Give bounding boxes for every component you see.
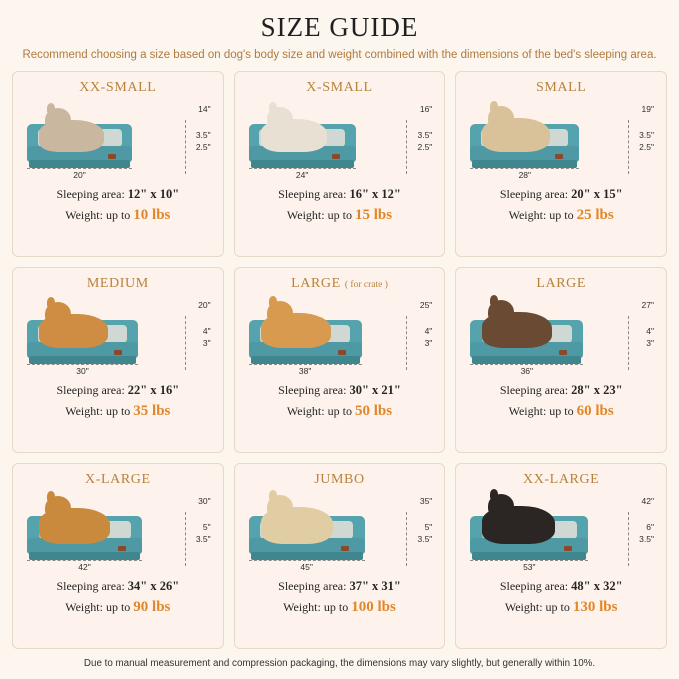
dim-width: 38" [249,364,362,376]
dog-graphic [482,118,550,152]
size-specs [56,577,179,618]
size-card [455,71,667,257]
dim-width: 24" [249,168,356,180]
weight-value: 60 lbs [576,402,614,419]
weight-row [500,400,623,423]
sleeping-area-value: 37" x 31" [349,579,401,593]
size-card [455,267,667,453]
weight-value: 100 lbs [351,598,396,615]
size-card-grid [12,71,667,649]
bed-illustration [462,490,660,574]
size-card [455,463,667,649]
dim-width: 36" [470,364,583,376]
size-specs [56,185,179,226]
dog-graphic [261,119,327,152]
dim-mid-height: 3.5" [417,130,433,140]
sleeping-area-label: Sleeping area: [278,187,347,201]
weight-value: 25 lbs [576,206,614,223]
sleeping-area-row [56,577,179,596]
dim-mid-height: 3.5" [639,130,654,140]
weight-label: Weight: [65,207,103,222]
weight-up-to: up to [327,207,352,222]
weight-value: 15 lbs [354,206,393,223]
weight-row [56,204,179,227]
size-card-title [85,472,151,488]
size-name: LARGE [291,276,341,291]
dim-low-height: 3.5" [417,534,433,544]
bed-illustration [462,98,660,182]
dim-total-height: 19" [641,104,654,114]
bed-base [29,356,136,364]
sleeping-area-label: Sleeping area: [499,579,569,593]
bed-base [472,160,577,168]
size-name: XX-SMALL [79,80,157,95]
dog-graphic [482,312,552,348]
weight-label: Weight: [504,599,543,614]
footnote: Due to manual measurement and compression packaging, the dimensions may vary slightly, but generally within 10%. [83,658,596,669]
dimension-annotations [602,300,656,362]
dim-total-height: 42" [641,496,654,506]
size-name: X-SMALL [306,80,373,95]
dog-graphic [39,508,110,544]
size-name: X-LARGE [85,472,151,487]
bed-illustration [19,490,217,574]
weight-up-to: up to [323,599,349,614]
sleeping-area-row [500,381,623,400]
bed-base [251,552,363,560]
size-card [234,267,446,453]
size-card [12,267,224,453]
dim-width: 28" [470,168,579,180]
weight-row [278,596,401,619]
dim-width: 30" [27,364,138,376]
size-name: JUMBO [314,472,365,487]
bed-logo-tag [564,546,572,551]
sleeping-area-value: 28" x 23" [571,383,623,397]
dim-width: 53" [470,560,588,572]
size-specs [500,577,623,618]
dim-total-height: 27" [641,300,654,310]
size-card-title [536,80,586,96]
weight-value: 50 lbs [354,402,393,419]
sleeping-area-value: 48" x 32" [571,579,623,593]
size-specs [500,185,623,226]
dimension-annotations [380,300,434,362]
sleeping-area-row [56,381,179,400]
sleeping-area-label: Sleeping area: [278,383,347,397]
weight-up-to: up to [549,403,574,418]
size-specs [56,381,179,422]
bed-illustration [19,98,217,182]
dimension-annotations [159,496,213,558]
weight-label: Weight: [508,403,547,418]
bed-base [472,356,581,364]
size-card [234,71,446,257]
sleeping-area-value: 22" x 16" [127,383,180,397]
size-specs [500,381,623,422]
sleeping-area-value: 12" x 10" [127,187,180,201]
dog-graphic [261,313,331,348]
dimension-annotations [602,104,656,166]
dim-mid-height: 4" [202,326,211,336]
sleeping-area-row [278,185,401,204]
size-card [234,463,446,649]
size-specs [278,185,401,226]
size-card [12,463,224,649]
dim-total-height: 35" [419,496,433,506]
bed-logo-tag [341,546,349,551]
dim-mid-height: 6" [646,522,654,532]
weight-up-to: up to [105,403,131,418]
sleeping-area-label: Sleeping area: [499,383,569,397]
page-title: SIZE GUIDE [260,12,419,42]
dim-total-height: 25" [419,300,433,310]
weight-label: Weight: [65,599,103,614]
weight-row [278,204,401,227]
dim-total-height: 20" [198,300,211,310]
dim-low-height: 2.5" [195,142,211,152]
weight-up-to: up to [327,403,352,418]
size-card-title [314,472,364,488]
weight-label: Weight: [286,403,325,418]
bed-illustration [241,98,439,182]
bed-logo-tag [559,350,567,355]
dim-width: 45" [249,560,365,572]
weight-up-to: up to [105,207,131,222]
dim-width: 20" [27,168,132,180]
dog-graphic [39,120,104,152]
bed-logo-tag [108,154,116,159]
dim-low-height: 3" [646,338,654,348]
bed-illustration [19,294,217,378]
dim-mid-height: 5" [424,522,433,532]
dim-total-height: 14" [198,104,211,114]
bed-illustration [462,294,660,378]
dim-low-height: 3" [202,338,211,348]
weight-row [500,596,623,619]
size-card-title [87,276,149,292]
size-card-title [79,80,156,96]
weight-value: 35 lbs [133,402,171,419]
dim-mid-height: 5" [202,522,211,532]
size-card-title [291,276,388,292]
size-name: XX-LARGE [522,472,600,487]
weight-up-to: up to [549,207,574,222]
dim-low-height: 2.5" [417,142,433,152]
bed-base [29,160,130,168]
weight-up-to: up to [105,599,131,614]
dimension-annotations [159,300,213,362]
weight-label: Weight: [283,599,321,614]
dim-width: 42" [27,560,142,572]
sleeping-area-label: Sleeping area: [56,187,125,201]
dim-low-height: 3.5" [639,534,654,544]
sleeping-area-label: Sleeping area: [278,579,347,593]
dimension-annotations [159,104,213,166]
sleeping-area-value: 20" x 15" [571,187,623,201]
dimension-annotations [380,496,434,558]
size-card-title [523,472,599,488]
sleeping-area-label: Sleeping area: [56,383,125,397]
weight-value: 130 lbs [572,598,618,615]
sleeping-area-row [500,577,623,596]
bed-base [251,160,354,168]
size-name: LARGE [536,276,586,291]
dim-low-height: 3" [424,338,433,348]
sleeping-area-label: Sleeping area: [56,579,125,593]
weight-up-to: up to [545,599,570,614]
bed-logo-tag [114,350,122,355]
sleeping-area-row [500,185,623,204]
size-specs [278,381,401,422]
size-card-title [536,276,586,292]
weight-row [278,400,401,423]
dimension-annotations [380,104,434,166]
bed-logo-tag [118,546,126,551]
sleeping-area-row [278,381,401,400]
sleeping-area-row [56,185,179,204]
bed-logo-tag [332,154,340,159]
sleeping-area-value: 34" x 26" [127,579,180,593]
size-note: ( for crate ) [344,280,388,290]
dim-mid-height: 4" [646,326,654,336]
dim-total-height: 16" [419,104,433,114]
page-subtitle: Recommend choosing a size based on dog's body size and weight combined with the dimensions of the bed's sleeping area. [22,49,657,61]
dim-mid-height: 3.5" [195,130,211,140]
weight-value: 10 lbs [133,206,171,223]
weight-label: Weight: [65,403,103,418]
weight-value: 90 lbs [133,598,171,615]
sleeping-area-row [278,577,401,596]
weight-row [500,204,623,227]
bed-base [472,552,586,560]
size-card [12,71,224,257]
size-specs [278,577,401,618]
bed-logo-tag [555,154,563,159]
bed-illustration [241,294,439,378]
dog-graphic [482,506,555,544]
bed-logo-tag [338,350,346,355]
sleeping-area-label: Sleeping area: [499,187,569,201]
size-name: SMALL [535,80,587,95]
weight-label: Weight: [508,207,547,222]
weight-row [56,596,179,619]
weight-label: Weight: [286,207,325,222]
bed-base [29,552,140,560]
dog-graphic [261,507,333,544]
bed-base [251,356,360,364]
size-card-title [306,80,372,96]
dim-low-height: 3.5" [195,534,211,544]
dim-low-height: 2.5" [639,142,654,152]
dim-total-height: 30" [198,496,211,506]
sleeping-area-value: 16" x 12" [349,187,401,201]
size-name: MEDIUM [86,276,149,291]
dimension-annotations [602,496,656,558]
sleeping-area-value: 30" x 21" [349,383,401,397]
bed-illustration [241,490,439,574]
weight-row [56,400,179,423]
dim-mid-height: 4" [424,326,433,336]
dog-graphic [39,314,108,348]
